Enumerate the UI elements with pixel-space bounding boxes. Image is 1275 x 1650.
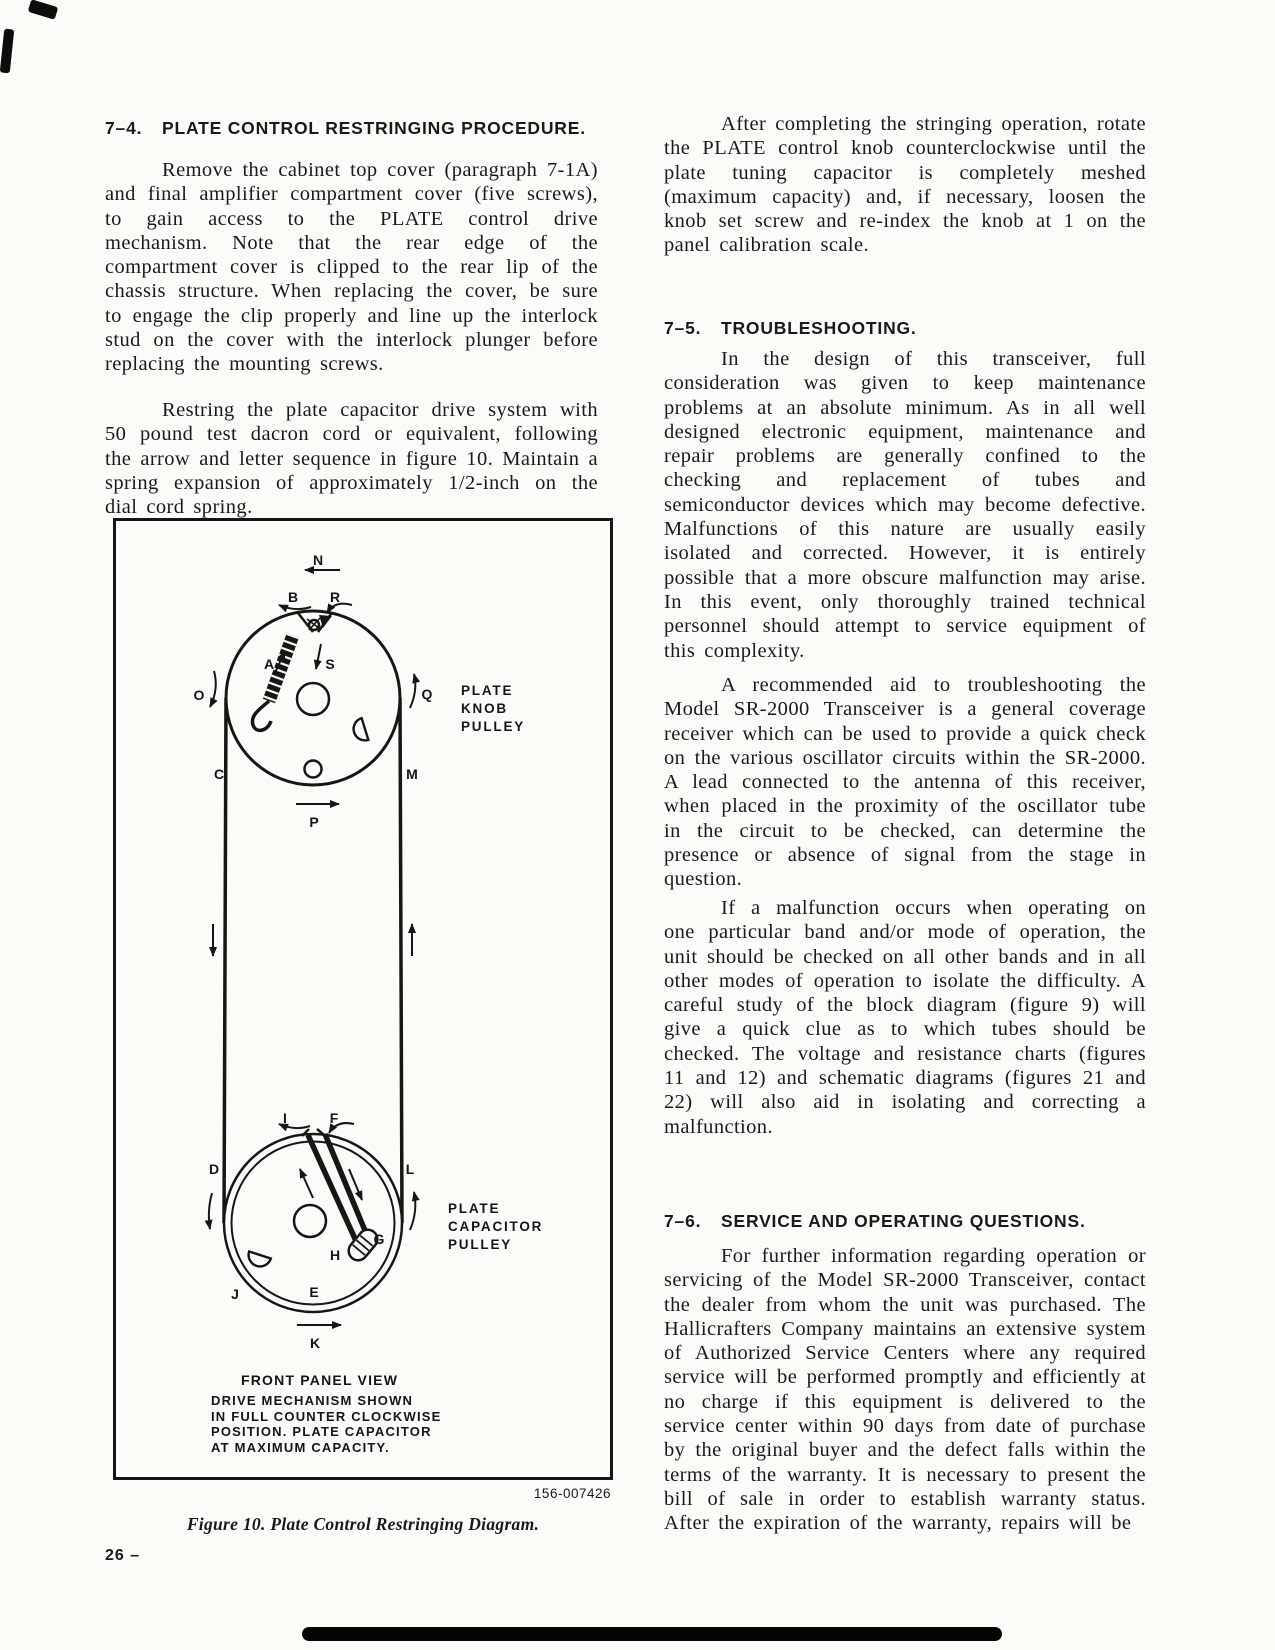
section-number: 7–6. [664, 1211, 702, 1231]
figure-label-i: I [283, 1110, 287, 1126]
figure-photo-code: 156-007426 [533, 1486, 611, 1501]
screw-hole [305, 761, 322, 778]
figure-label-h: H [329, 1247, 341, 1263]
pulley-hub [294, 1205, 326, 1237]
section-number: 7–4. [105, 118, 143, 138]
note-line: DRIVE MECHANISM SHOWN [211, 1393, 414, 1408]
figure-label-n: N [312, 552, 324, 568]
plate-knob-pulley [226, 611, 400, 785]
figure-label-m: M [406, 766, 418, 782]
paragraph-after-stringing: After completing the stringing operation, rotate the PLATE control knob counterclockwise until the plate tuning capacitor is completely meshed (maximum capacity) and, if necessary, loosen the knob set screw and re-index the knob at 1 on the panel calibration scale. [664, 113, 1146, 257]
bottom-bar-artifact [302, 1627, 1002, 1641]
paragraph-malfunction: If a malfunction occurs when operating on one particular band and/or mode of operation, the unit should be checked on all other bands and in all other modes of operation to isolate the difficulty. A careful study of the block diagram (figure 9) will give a quick clue as to which tubes should be checked. The voltage and resistance charts (figures 11 and 12) and schematic diagrams (figures 21 and 22) will also aid in isolating and correcting a malfunction. [664, 897, 1146, 1138]
note-line: POSITION. PLATE CAPACITOR [211, 1424, 432, 1439]
plate-knob-pulley-label [461, 683, 525, 734]
label-line: PLATE [448, 1201, 501, 1216]
paragraph-restring: Restring the plate capacitor drive system with 50 pound test dacron cord or equivalent, following the arrow and letter sequence in figure 10. Maintain a spring expansion of approximately 1/2-inch on the dial cord spring. [105, 399, 598, 519]
figure-label-c: C [213, 766, 225, 782]
page-number: 26 – [105, 1547, 141, 1564]
paragraph-design: In the design of this transceiver, full consideration was given to keep maintenance problems at an absolute minimum. As in all well designed electronic equipment, maintenance and repair problems are generally confined to the checking and replacement of tubes and semiconductor devices which may become defective. Malfunctions of this nature are usually easily isolated and corrected. However, it is entirely possible that a more obscure malfunction may arise. In this event, only thoroughly trained technical personnel should attempt to service equipment of this complexity. [664, 348, 1146, 662]
figure-label-s: S [325, 656, 335, 672]
paragraph-service-questions: For further information regarding operation or servicing of the Model SR-2000 Transceiver, contact the dealer from whom the unit was purchased. The Hallicrafters Company maintains an extensive system of Authorized Service Centers where any required service will be performed promptly and efficiently at no charge if this equipment is delivered to the service center within 90 days from date of purchase by the original buyer and the defect falls within the terms of the warranty. It is necessary to present the bill of sale in order to establish warranty status. After the expiration of the warranty, repairs will be [664, 1245, 1146, 1535]
figure-10-diagram [113, 518, 613, 1481]
section-heading-7-5 [664, 318, 917, 339]
note-line: IN FULL COUNTER CLOCKWISE [211, 1409, 442, 1424]
figure-label-q: Q [421, 686, 433, 702]
section-heading-7-4 [105, 118, 586, 139]
section-title: PLATE CONTROL RESTRINGING PROCEDURE. [162, 118, 586, 138]
figure-caption: Figure 10. Plate Control Restringing Diagram. [186, 1514, 540, 1534]
pulley-hub [297, 683, 329, 715]
section-heading-7-6 [664, 1211, 1086, 1232]
paragraph-remove-cover: Remove the cabinet top cover (paragraph 7-1A) and final amplifier compartment cover (five screws), to gain access to the PLATE control drive mechanism. Note that the rear edge of the compartment cover is clipped to the rear lip of the chassis structure. When replacing the cover, be sure to engage the clip properly and line up the interlock stud on the cover with the interlock plunger before replacing the mounting screws. [105, 159, 598, 376]
section-number: 7–5. [664, 318, 702, 338]
scan-artifact-mark [28, 0, 59, 20]
section-title: SERVICE AND OPERATING QUESTIONS. [721, 1211, 1086, 1231]
label-line: PLATE [461, 683, 514, 698]
figure-label-g: G [373, 1231, 385, 1247]
section-title: TROUBLESHOOTING. [721, 318, 917, 338]
figure-label-r: R [329, 589, 341, 605]
figure-label-d: D [208, 1161, 220, 1177]
front-panel-view-label: FRONT PANEL VIEW [241, 1372, 399, 1388]
figure-label-e: E [309, 1284, 319, 1300]
note-line: AT MAXIMUM CAPACITY. [211, 1440, 390, 1455]
figure-label-f: F [329, 1110, 339, 1126]
figure-label-l: L [405, 1161, 415, 1177]
figure-label-o: O [193, 687, 205, 703]
plate-capacitor-pulley-label [448, 1201, 543, 1252]
figure-label-p: P [309, 814, 319, 830]
label-line: KNOB [461, 701, 508, 716]
figure-label-j: J [231, 1286, 239, 1302]
figure-note [211, 1393, 442, 1455]
label-line: PULLEY [448, 1237, 513, 1252]
figure-label-b: B [287, 589, 299, 605]
label-line: CAPACITOR [448, 1219, 544, 1234]
figure-label-k: K [309, 1335, 321, 1351]
paragraph-recommended-aid: A recommended aid to troubleshooting the Model SR-2000 Transceiver is a general coverage receiver which can be used to provide a quick check on the various oscillator circuits within the SR-2000. A lead connected to the antenna of this receiver, when placed in the proximity of the oscillator tube in the circuit to be checked, can determine the presence or absence of signal from the stage in question. [664, 674, 1146, 891]
figure-label-a: A [263, 656, 275, 672]
scan-artifact-mark [0, 29, 14, 74]
label-line: PULLEY [461, 719, 526, 734]
